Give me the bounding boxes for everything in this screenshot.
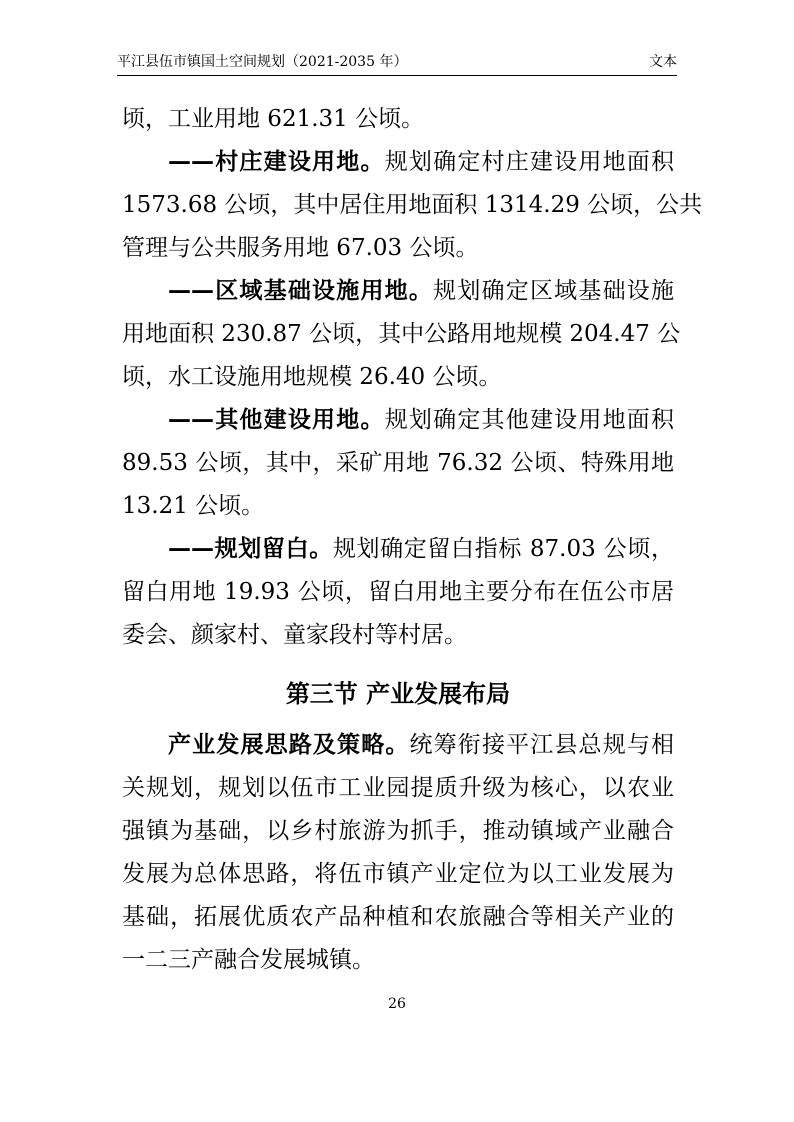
body-line-text: 89.53 公顷，其中，采矿用地 76.32 公顷、特殊用地 xyxy=(122,450,674,476)
body-line xyxy=(122,724,674,767)
body-line-text: 顷，水工设施用地规模 26.40 公顷。 xyxy=(122,364,502,390)
body-line xyxy=(122,442,674,485)
body-line-text: 规划确定其他建设用地面积 xyxy=(384,407,675,433)
body-line xyxy=(122,356,674,399)
body-line xyxy=(122,896,674,939)
body-line-text: 统筹衔接平江县总规与相 xyxy=(409,732,675,758)
body-text-top xyxy=(122,98,703,657)
paragraph-lead: ——村庄建设用地。 xyxy=(168,149,385,175)
header-label: 文本 xyxy=(649,54,677,70)
body-line xyxy=(122,270,674,313)
body-line-text: 规划确定村庄建设用地面积 xyxy=(384,149,675,175)
body-line xyxy=(122,184,703,227)
body-line-text: 强镇为基础，以乡村旅游为抓手，推动镇域产业融合 xyxy=(122,818,674,844)
body-line xyxy=(122,485,674,528)
body-line xyxy=(122,399,674,442)
body-line-text: 用地面积 230.87 公顷，其中公路用地规模 204.47 公 xyxy=(122,321,681,347)
page-number: 26 xyxy=(388,996,406,1012)
paragraph-lead: ——区域基础设施用地。 xyxy=(168,278,434,304)
body-line-text: 留白用地 19.93 公顷，留白用地主要分布在伍公市居 xyxy=(122,579,674,605)
body-line xyxy=(122,227,674,270)
body-line xyxy=(122,767,674,810)
body-line xyxy=(122,98,674,141)
paragraph-lead: ——规划留白。 xyxy=(168,536,333,562)
body-line xyxy=(122,810,674,853)
body-line xyxy=(122,571,674,614)
body-line-text: 顷，工业用地 621.31 公顷。 xyxy=(122,106,425,132)
body-line-text: 一二三产融合发展城镇。 xyxy=(122,947,375,973)
body-text-bottom xyxy=(122,724,674,982)
header-title: 平江县伍市镇国土空间规划（2021-2035 年） xyxy=(117,54,408,70)
paragraph-lead: 产业发展思路及策略。 xyxy=(168,732,410,758)
page-header xyxy=(117,50,677,76)
body-line-text: 关规划，规划以伍市工业园提质升级为核心，以农业 xyxy=(122,775,674,801)
body-line xyxy=(122,141,674,184)
body-line-text: 发展为总体思路，将伍市镇产业定位为以工业发展为 xyxy=(122,861,674,887)
body-line-text: 规划确定区域基础设施 xyxy=(433,278,675,304)
section-heading: 第三节 产业发展布局 xyxy=(285,680,511,708)
body-line-text: 1573.68 公顷，其中居住用地面积 1314.29 公顷，公共 xyxy=(122,192,703,218)
body-line-text: 委会、颜家村、童家段村等村居。 xyxy=(122,622,467,648)
body-line xyxy=(122,313,681,356)
body-line xyxy=(122,528,674,571)
body-line-text: 基础，拓展优质农产品种植和农旅融合等相关产业的 xyxy=(122,904,674,930)
body-line-text: 管理与公共服务用地 67.03 公顷。 xyxy=(122,235,479,261)
body-line xyxy=(122,614,674,657)
body-line xyxy=(122,853,674,896)
paragraph-lead: ——其他建设用地。 xyxy=(168,407,385,433)
body-line-text: 规划确定留白指标 87.03 公顷， xyxy=(332,536,674,562)
body-line-text: 13.21 公顷。 xyxy=(122,493,265,519)
body-line xyxy=(122,939,674,982)
